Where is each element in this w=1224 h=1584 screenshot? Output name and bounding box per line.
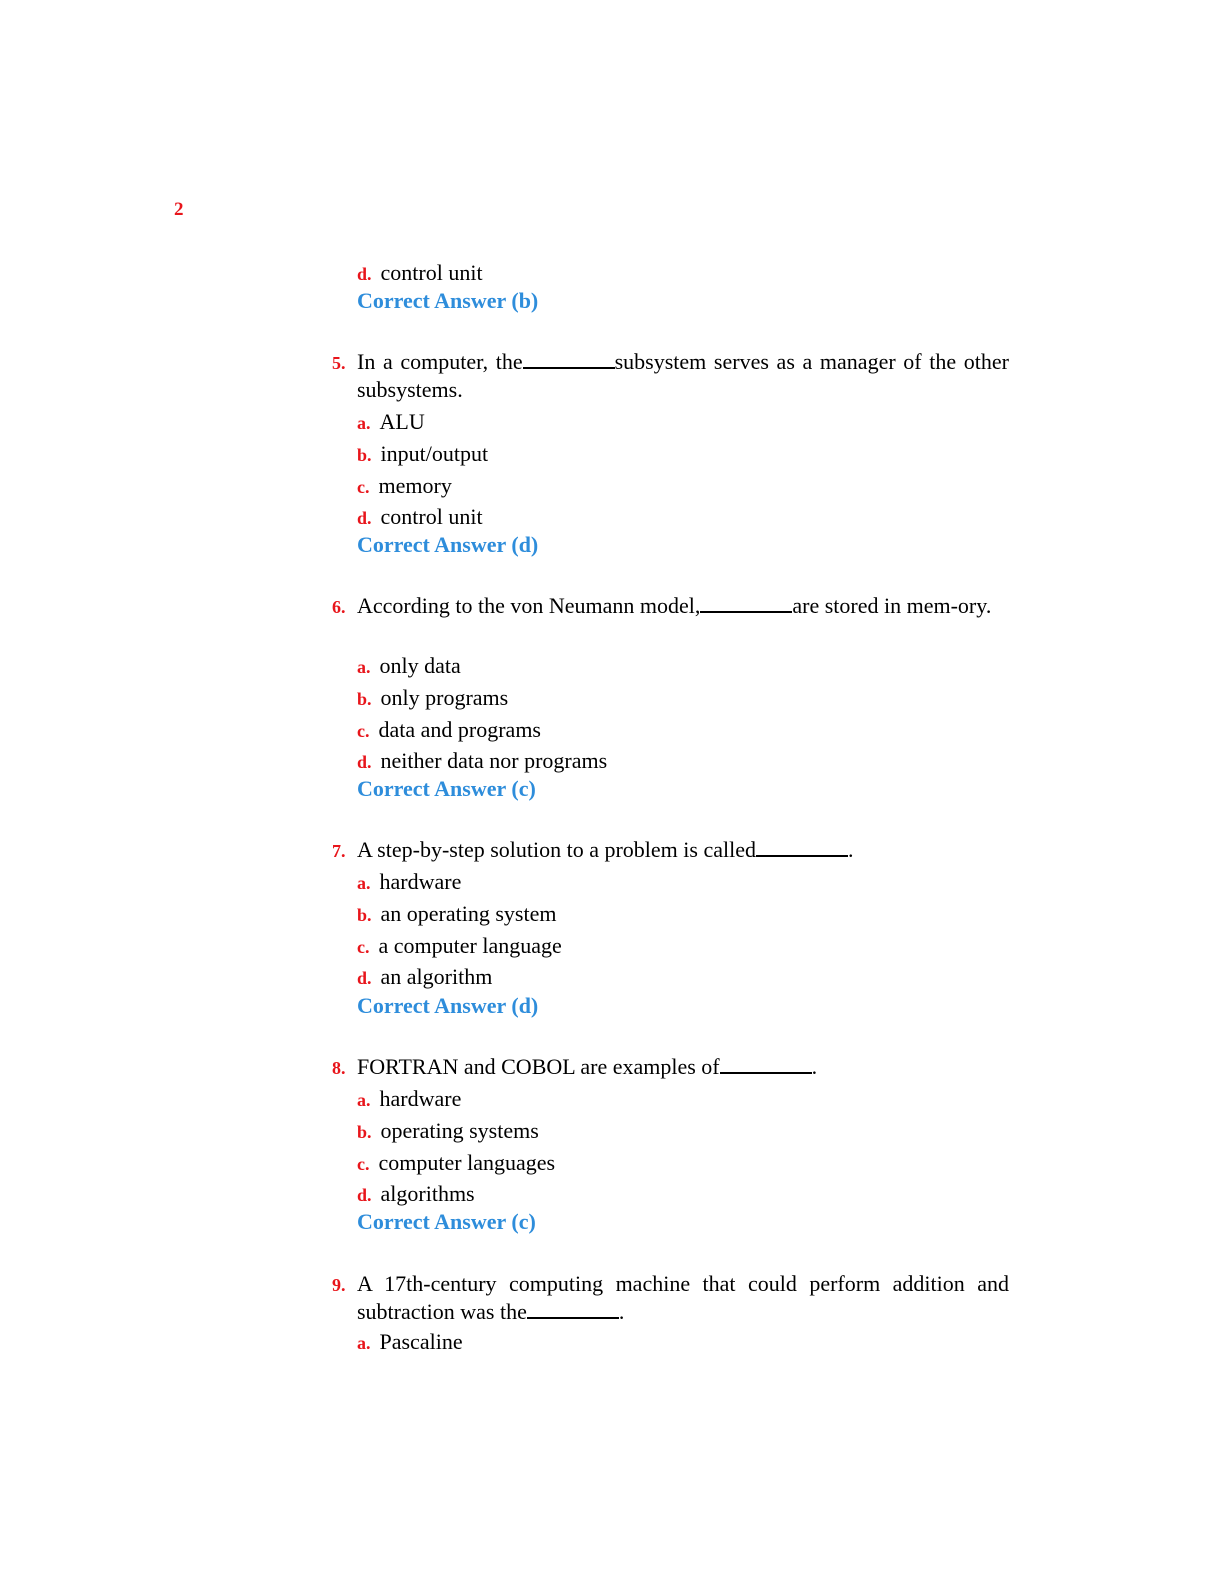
answer-blank [700, 593, 792, 613]
answer-blank [756, 837, 848, 857]
option-d: d. algorithms [357, 1181, 475, 1206]
option-b: b. an operating system [357, 901, 557, 926]
question-text: In a computer, the subsystem serves as a manager of the other subsystems. [357, 349, 1009, 402]
page-number: 2 [174, 199, 184, 220]
option-a: a. hardware [357, 869, 462, 894]
question-text: FORTRAN and COBOL are examples of . [357, 1054, 818, 1079]
option-d: d. an algorithm [357, 964, 493, 989]
option-c: c. memory [357, 473, 452, 498]
option-c: c. data and programs [357, 717, 541, 742]
option-a: a. hardware [357, 1086, 462, 1111]
option-letter: d. [357, 264, 372, 284]
question-number: 8. [332, 1058, 346, 1078]
question-text: According to the von Neumann model, are stored in mem-ory. [357, 593, 992, 618]
correct-answer: Correct Answer (b) [357, 288, 539, 313]
correct-answer: Correct Answer (d) [357, 993, 539, 1018]
option-d: d. neither data nor programs [357, 748, 608, 773]
option-a: a. Pascaline [357, 1329, 463, 1354]
question-text: A step-by-step solution to a problem is called . [357, 837, 854, 862]
question-number: 9. [332, 1275, 346, 1295]
option-a: a. only data [357, 653, 461, 678]
option-b: b. operating systems [357, 1118, 539, 1143]
question-number: 6. [332, 597, 346, 617]
option-d [357, 259, 483, 288]
option-b: b. only programs [357, 685, 509, 710]
correct-answer: Correct Answer (c) [357, 1209, 536, 1234]
question-number: 5. [332, 353, 346, 373]
option-b: b. input/output [357, 441, 489, 466]
option-a: a. ALU [357, 409, 425, 434]
question-number: 7. [332, 841, 346, 861]
correct-answer: Correct Answer (d) [357, 532, 539, 557]
answer-blank [523, 349, 615, 369]
option-c: c. computer languages [357, 1150, 556, 1175]
question-text: A 17th-century computing machine that could perform addition and subtraction was the . [357, 1271, 1009, 1324]
option-text: control unit [380, 260, 483, 285]
answer-blank [527, 1299, 619, 1319]
answer-blank [720, 1054, 812, 1074]
correct-answer: Correct Answer (c) [357, 776, 536, 801]
option-c: c. a computer language [357, 933, 562, 958]
option-d: d. control unit [357, 504, 483, 529]
